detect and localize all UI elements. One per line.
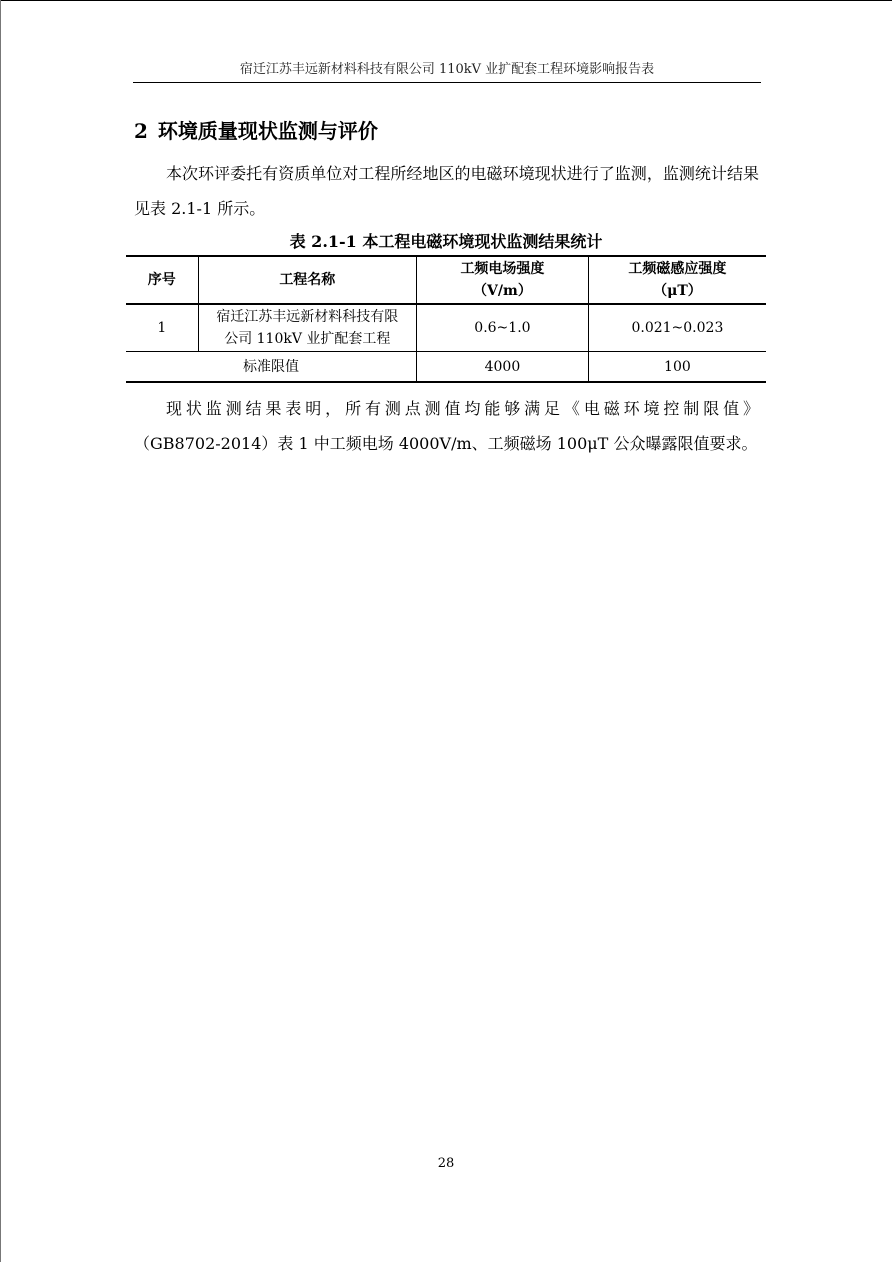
header-e-field-label: 工频电场强度 — [460, 261, 545, 277]
cell-name-line1: 宿迁江苏丰远新材料科技有限 — [216, 309, 399, 325]
table-limit-row — [126, 352, 766, 383]
cell-e-field: 0.6~1.0 — [417, 304, 589, 352]
conclusion-paragraph — [134, 391, 759, 461]
header-b-field — [588, 256, 766, 304]
table-row — [126, 304, 766, 352]
section-heading — [134, 118, 378, 144]
monitoring-results-table — [126, 255, 766, 383]
page-top-border — [0, 0, 892, 1]
header-no: 序号 — [126, 256, 198, 304]
limit-b-field: 100 — [588, 352, 766, 383]
page-number: 28 — [437, 1156, 455, 1171]
table-header-row — [126, 256, 766, 304]
header-e-field-unit: （V/m） — [473, 283, 532, 299]
intro-paragraph: 本次环评委托有资质单位对工程所经地区的电磁环境现状进行了监测，监测统计结果见表 2.1-1 所示。 — [134, 164, 759, 218]
running-header: 宿迁江苏丰远新材料科技有限公司 110kV 业扩配套工程环境影响报告表 — [239, 62, 655, 77]
header-name: 工程名称 — [198, 256, 416, 304]
header-rule — [133, 82, 761, 83]
header-e-field — [417, 256, 589, 304]
page-left-border — [0, 0, 1, 1262]
header-b-field-unit: （μT） — [653, 283, 702, 299]
section-number: 2 — [134, 119, 148, 143]
limit-e-field: 4000 — [417, 352, 589, 383]
section-title: 环境质量现状监测与评价 — [157, 119, 378, 143]
cell-b-field: 0.021~0.023 — [588, 304, 766, 352]
conclusion-line-1: 现状监测结果表明，所有测点测值均能够满足《电磁环境控制限值》 — [166, 399, 759, 418]
header-b-field-label: 工频磁感应强度 — [628, 261, 727, 277]
cell-no: 1 — [126, 304, 198, 352]
conclusion-line-2: （GB8702-2014）表 1 中工频电场 4000V/m、工频磁场 100μT 公众曝露限值要求。 — [134, 434, 758, 453]
limit-label: 标准限值 — [126, 352, 417, 383]
cell-name-line2: 公司 110kV 业扩配套工程 — [224, 331, 391, 347]
cell-name — [198, 304, 416, 352]
table-caption: 表 2.1-1 本工程电磁环境现状监测结果统计 — [289, 232, 603, 251]
